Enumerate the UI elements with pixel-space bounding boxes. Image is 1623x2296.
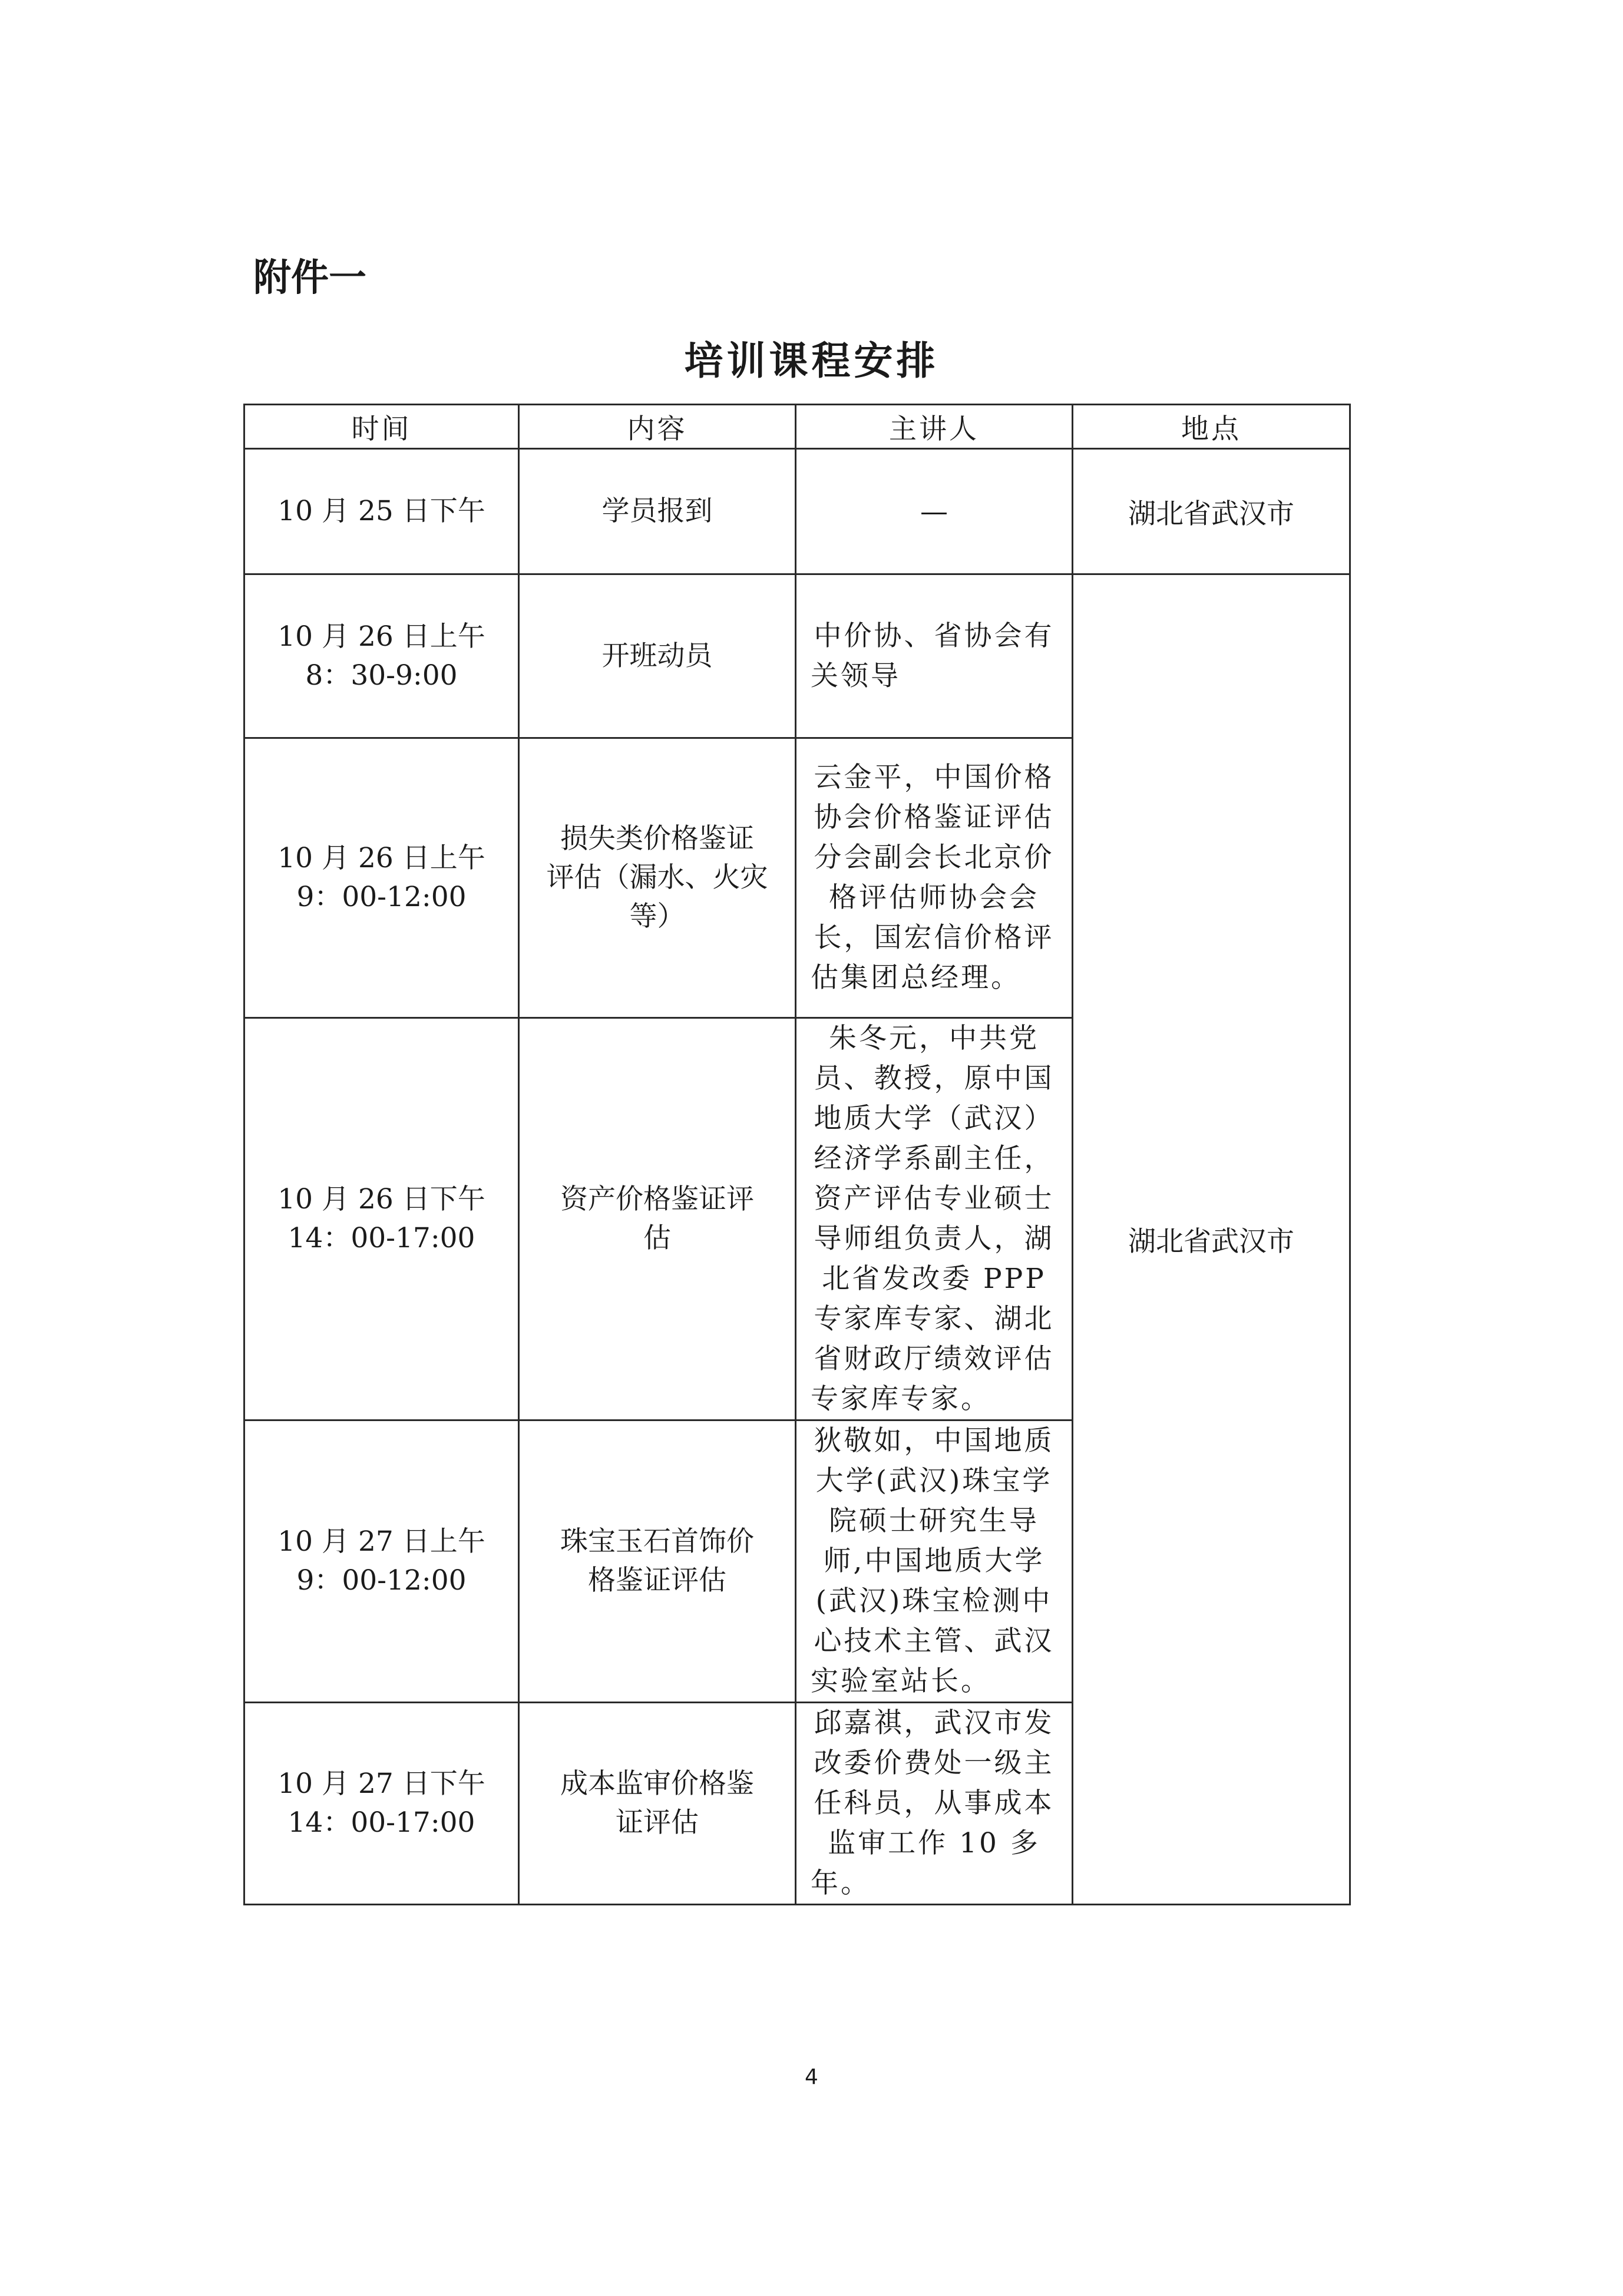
attachment-label: 附件一 [253, 256, 366, 300]
content-cell [519, 738, 796, 1018]
time-line: 10 月 26 日上午 [277, 620, 485, 653]
content-line: 估 [643, 1222, 671, 1254]
speaker-cell: 狄敬如，中国地质大学(武汉)珠宝学院硕士研究生导师,中国地质大学(武汉)珠宝检测中心技术主管、武汉实验室站长。 [796, 1420, 1073, 1703]
time-cell [244, 738, 519, 1018]
time-line: 9：00-12:00 [296, 881, 467, 913]
header-speaker: 主讲人 [796, 405, 1073, 449]
schedule-table [243, 404, 1351, 1905]
header-time: 时间 [244, 405, 519, 449]
content-line: 格鉴证评估 [588, 1564, 726, 1597]
time-cell [244, 1703, 519, 1905]
time-cell [244, 1018, 519, 1420]
content-cell [519, 449, 796, 574]
content-line: 珠宝玉石首饰价 [560, 1525, 754, 1558]
document-title: 培训课程安排 [684, 338, 939, 384]
header-location: 地点 [1073, 405, 1350, 449]
table-header-row [244, 405, 1350, 449]
content-cell [519, 1420, 796, 1703]
location-cell: 湖北省武汉市 [1073, 449, 1350, 574]
content-line: 损失类价格鉴证 [560, 822, 754, 855]
time-line: 10 月 26 日上午 [277, 842, 485, 874]
content-line: 证评估 [616, 1806, 699, 1839]
time-line: 8：30-9:00 [305, 659, 458, 692]
time-line: 10 月 27 日下午 [277, 1768, 485, 1800]
speaker-cell: — [796, 449, 1073, 574]
speaker-cell: 邱嘉祺，武汉市发改委价费处一级主任科员，从事成本监审工作 10 多年。 [796, 1703, 1073, 1905]
time-cell [244, 449, 519, 574]
table-row [244, 449, 1350, 574]
content-line: 等） [629, 900, 685, 933]
content-line: 学员报到 [601, 495, 713, 527]
content-line: 成本监审价格鉴 [560, 1768, 754, 1800]
header-content: 内容 [519, 405, 796, 449]
content-line: 开班动员 [601, 639, 713, 672]
time-line: 10 月 25 日下午 [277, 495, 485, 527]
time-line: 10 月 27 日上午 [277, 1525, 485, 1558]
time-line: 14：00-17:00 [287, 1222, 475, 1254]
time-line: 10 月 26 日下午 [277, 1183, 485, 1215]
content-cell [519, 1703, 796, 1905]
speaker-cell: 中价协、省协会有关领导 [796, 574, 1073, 738]
content-line: 资产价格鉴证评 [560, 1183, 754, 1215]
content-cell [519, 574, 796, 738]
time-cell [244, 574, 519, 738]
speaker-cell: 云金平，中国价格协会价格鉴证评估分会副会长北京价格评估师协会会长，国宏信价格评估集团总经理。 [796, 738, 1073, 1018]
time-line: 14：00-17:00 [287, 1806, 475, 1839]
location-cell: 湖北省武汉市 [1073, 574, 1350, 1905]
content-line: 评估（漏水、火灾 [546, 861, 768, 894]
time-cell [244, 1420, 519, 1703]
time-line: 9：00-12:00 [296, 1564, 467, 1597]
content-cell [519, 1018, 796, 1420]
page-number: 4 [805, 2065, 818, 2089]
table-row [244, 574, 1350, 738]
speaker-cell: 朱冬元，中共党员、教授，原中国地质大学（武汉）经济学系副主任，资产评估专业硕士导师组负责人，湖北省发改委 PPP 专家库专家、湖北省财政厅绩效评估专家库专家。 [796, 1018, 1073, 1420]
